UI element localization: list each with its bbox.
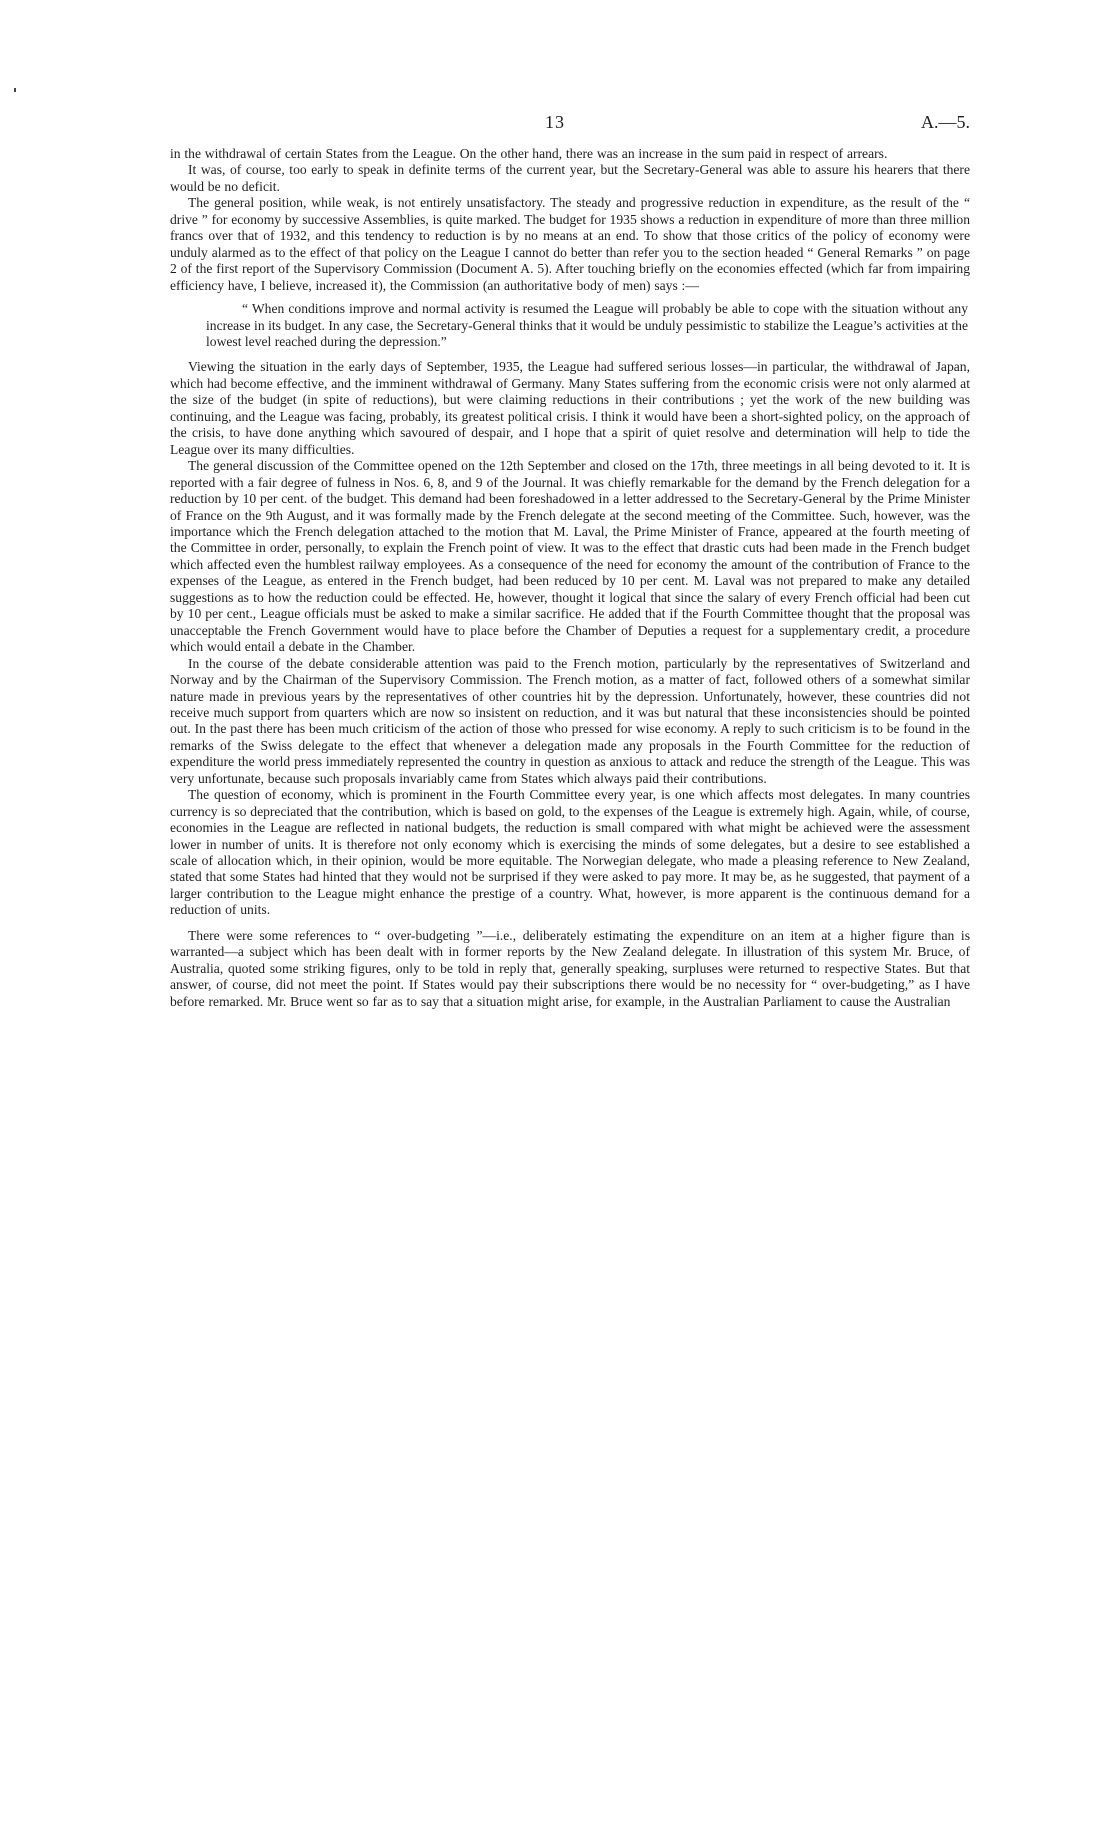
page-number: 13 [545, 112, 565, 132]
paragraph: It was, of course, too early to speak in definite terms of the current year, but the Secretary-General was able to assure his hearers that there would be no deficit. [170, 162, 970, 194]
paragraph: Viewing the situation in the early days of September, 1935, the League had suffered serious losses—in particular, the withdrawal of Japan, which had become effective, and the imminent withdrawal of Germany. Many States suffering from the economic crisis were not only alarmed at the size of the budget (in spite of reductions), but were claiming reductions in their contributions ; yet the work of the new building was continuing, and the League was facing, probably, its greatest political crisis. I think it would have been a short-sighted policy, on the approach of the crisis, to have done anything which savoured of despair, and I hope that a spirit of quiet resolve and determination will help to tide the League over its many difficulties. [170, 359, 970, 457]
block-quote: “ When conditions improve and normal activity is resumed the League will probably be able to cope with the situation without any increase in its budget. In any case, the Secretary-General thinks that it would be unduly pessimistic to stabilize the League’s activities at the lowest level reached during the depression.” [206, 301, 968, 349]
paragraph: The question of economy, which is prominent in the Fourth Committee every year, is one which affects most delegates. In many countries currency is so depreciated that the contribution, which is based on gold, to the expenses of the League is extremely high. Again, while, of course, economies in the League are reflected in national budgets, the reduction is small compared with what might be achieved were the assessment lower in number of units. It is therefore not only economy which is exercising the minds of some delegates, but a desire to see established a scale of allocation which, in their opinion, would be more equitable. The Norwegian delegate, who made a pleasing reference to New Zealand, stated that some States had hinted that they would not be surprised if they were asked to pay more. It may be, as he suggested, that payment of a larger contribution to the League might enhance the prestige of a country. What, however, is more apparent is the continuous demand for a reduction of units. [170, 787, 970, 918]
paragraph: in the withdrawal of certain States from the League. On the other hand, there was an increase in the sum paid in respect of arrears. [170, 146, 888, 161]
paragraph: The general position, while weak, is not entirely unsatisfactory. The steady and progressive reduction in expenditure, as the result of the “ drive ” for economy by successive Assemblies, is quite marked. The budget for 1935 shows a reduction in expenditure of more than three million francs over that of 1932, and this tendency to reduction is by no means at an end. To show that those critics of the policy of economy were unduly alarmed as to the effect of that policy on the League I cannot do better than refer you to the section headed “ General Remarks ” on page 2 of the first report of the Supervisory Commission (Document A. 5). After touching briefly on the economies effected (which far from impairing efficiency have, I believe, increased it), the Commission (an authoritative body of men) says :— [170, 195, 970, 293]
paragraph: In the course of the debate considerable attention was paid to the French motion, particularly by the representatives of Switzerland and Norway and by the Chairman of the Supervisory Commission. The French motion, as a matter of fact, followed others of a somewhat similar nature made in previous years by the representatives of other countries hit by the depression. Unfortunately, however, these countries did not receive much support from quarters which are now so insistent on reduction, and it was but natural that these inconsistencies should be pointed out. In the past there has been much criticism of the action of those who pressed for wise economy. A reply to such criticism is to be found in the remarks of the Swiss delegate to the effect that whenever a delegation made any proposals in the Fourth Committee for the reduction of expenditure the world press immediately represented the country in question as anxious to attack and reduce the strength of the League. This was very unfortunate, because such proposals invariably came from States which always paid their contributions. [170, 655, 970, 786]
document-page [170, 112, 970, 1812]
scan-mark [14, 88, 16, 92]
page-header [170, 112, 970, 140]
document-reference: A.—5. [921, 112, 970, 132]
paragraph: There were some references to “ over-budgeting ”—i.e., deliberately estimating the expenditure on an item at a higher figure than is warranted—a subject which has been dealt with in former reports by the New Zealand delegate. In illustration of this system Mr. Bruce, of Australia, quoted some striking figures, only to be told in reply that, generally speaking, surpluses were returned to respective States. But that answer, of course, did not meet the point. If States would pay their subscriptions there would be no necessity for “ over-budgeting,” as I have before remarked. Mr. Bruce went so far as to say that a situation might arise, for example, in the Australian Parliament to cause the Australian [170, 927, 970, 1009]
paragraph: The general discussion of the Committee opened on the 12th September and closed on the 17th, three meetings in all being devoted to it. It is reported with a fair degree of fulness in Nos. 6, 8, and 9 of the Journal. It was chiefly remarkable for the demand by the French delegation for a reduction by 10 per cent. of the budget. This demand had been foreshadowed in a letter addressed to the Secretary-General by the Prime Minister of France on the 9th August, and it was formally made by the French delegate at the second meeting of the Committee. Such, however, was the importance which the French delegation attached to the motion that M. Laval, the Prime Minister of France, appeared at the fourth meeting of the Committee in order, personally, to explain the French point of view. It was to the effect that drastic cuts had been made in the French budget which affected even the humblest railway employees. As a consequence of the need for economy the amount of the contribution of France to the expenses of the League, as entered in the French budget, had been reduced by 10 per cent. M. Laval was not prepared to make any detailed suggestions as to how the reduction could be effected. He, however, thought it logical that since the salary of every French official had been cut by 10 per cent., League officials must be asked to make a similar sacrifice. He added that if the Fourth Committee thought that the proposal was unacceptable the French Government would have to place before the Chamber of Deputies a request for a supplementary credit, a procedure which would entail a debate in the Chamber. [170, 458, 970, 655]
